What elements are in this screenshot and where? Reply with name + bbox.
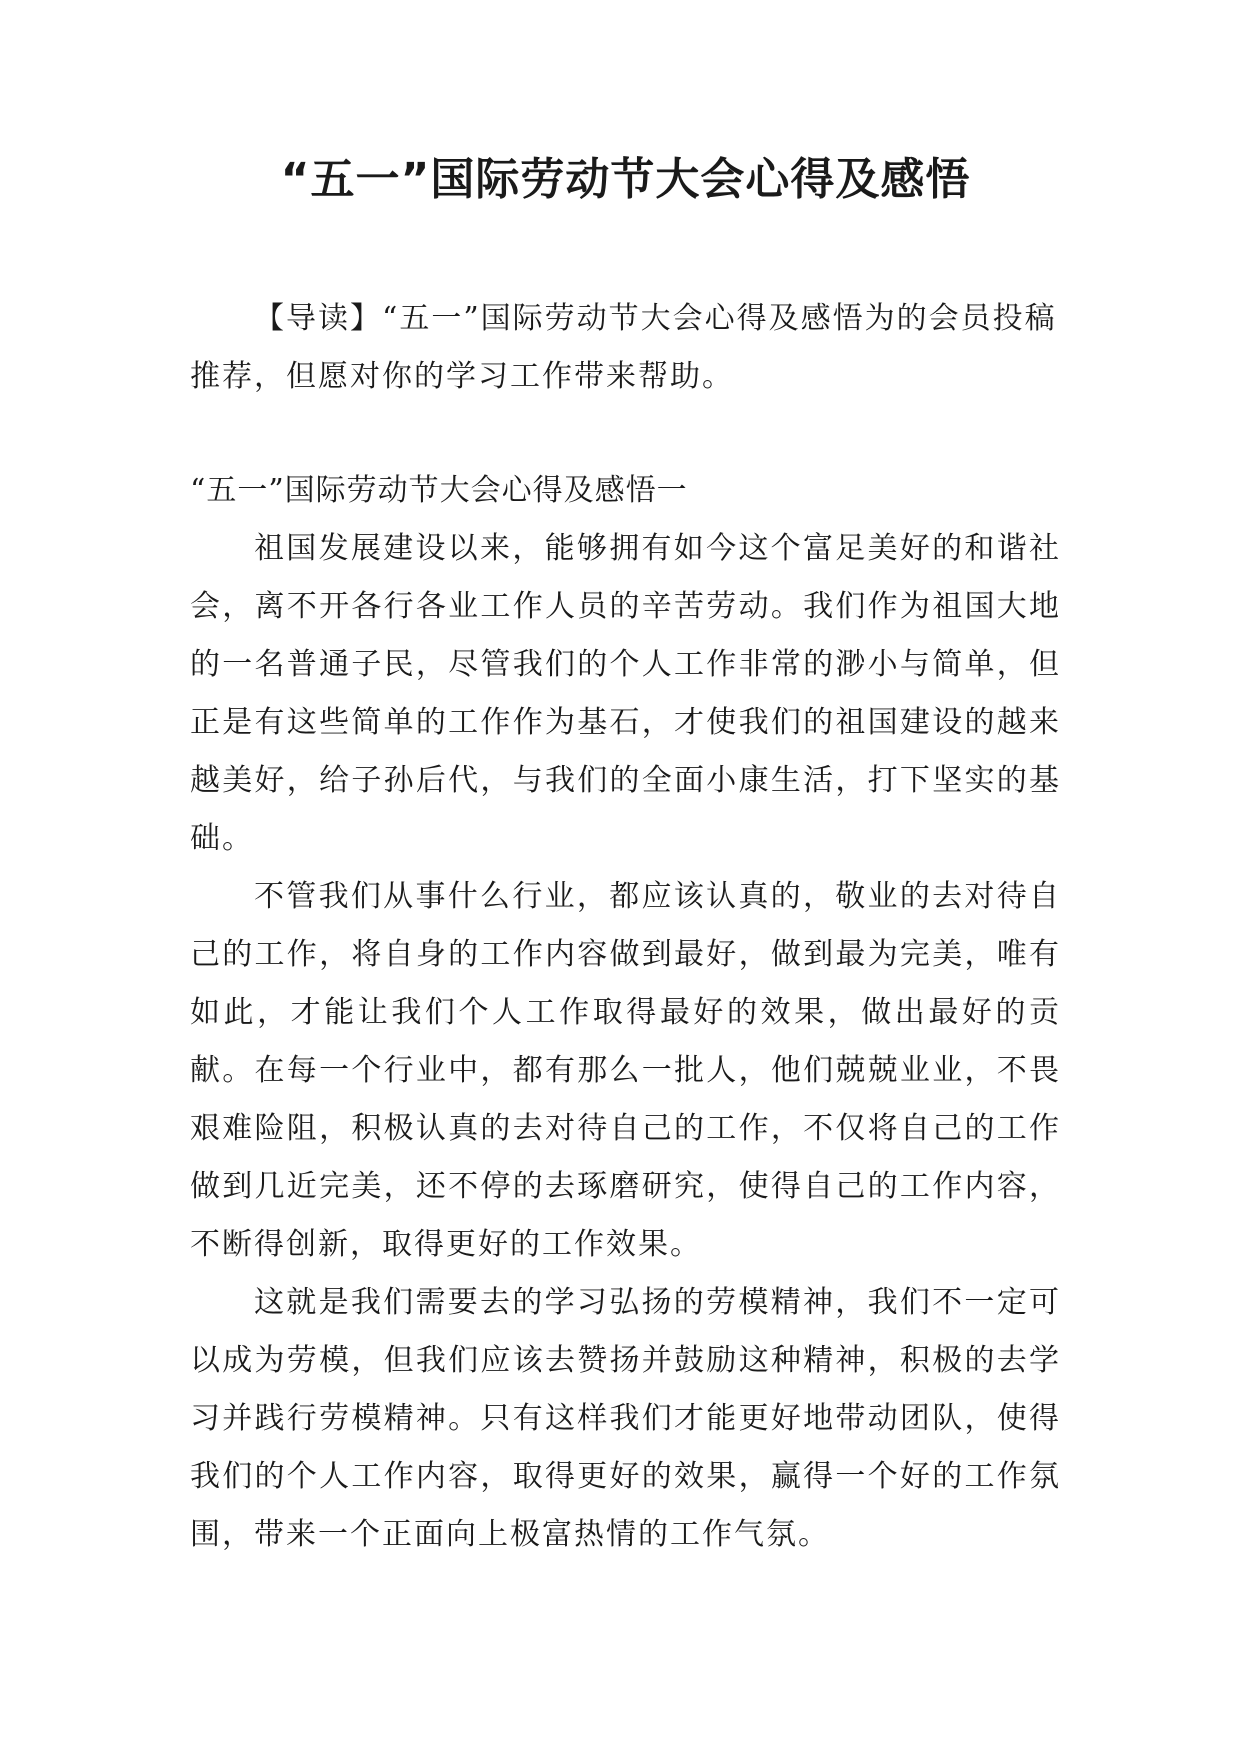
document-title: “五一”国际劳动节大会心得及感悟 bbox=[280, 154, 971, 205]
body-paragraph: 这就是我们需要去的学习弘扬的劳模精神，我们不一定可以成为劳模，但我们应该去赞扬并鼓励这种精神，积极的去学习并践行劳模精神。只有这样我们才能更好地带动团队，使得我们的个人工作内容，取得更好的效果，赢得一个好的工作氛围，带来一个正面向上极富热情的工作气氛。 bbox=[190, 1285, 1061, 1552]
document-body bbox=[190, 520, 1061, 1564]
body-paragraph: 不管我们从事什么行业，都应该认真的，敬业的去对待自己的工作，将自身的工作内容做到最好，做到最为完美，唯有如此，才能让我们个人工作取得最好的效果，做出最好的贡献。在每一个行业中，都有那么一批人，他们兢兢业业，不畏艰难险阻，积极认真的去对待自己的工作，不仅将自己的工作做到几近完美，还不停的去琢磨研究，使得自己的工作内容，不断得创新，取得更好的工作效果。 bbox=[190, 879, 1061, 1262]
intro-paragraph: 【导读】“五一”国际劳动节大会心得及感悟为的会员投稿推荐，但愿对你的学习工作带来帮助。 bbox=[190, 301, 1057, 394]
document-page bbox=[190, 0, 1061, 1754]
body-paragraph: 祖国发展建设以来，能够拥有如今这个富足美好的和谐社会，离不开各行各业工作人员的辛苦劳动。我们作为祖国大地的一名普通子民，尽管我们的个人工作非常的渺小与简单，但正是有这些简单的工作作为基石，才使我们的祖国建设的越来越美好，给子孙后代，与我们的全面小康生活，打下坚实的基础。 bbox=[190, 531, 1061, 856]
section-heading: “五一”国际劳动节大会心得及感悟一 bbox=[190, 473, 688, 508]
